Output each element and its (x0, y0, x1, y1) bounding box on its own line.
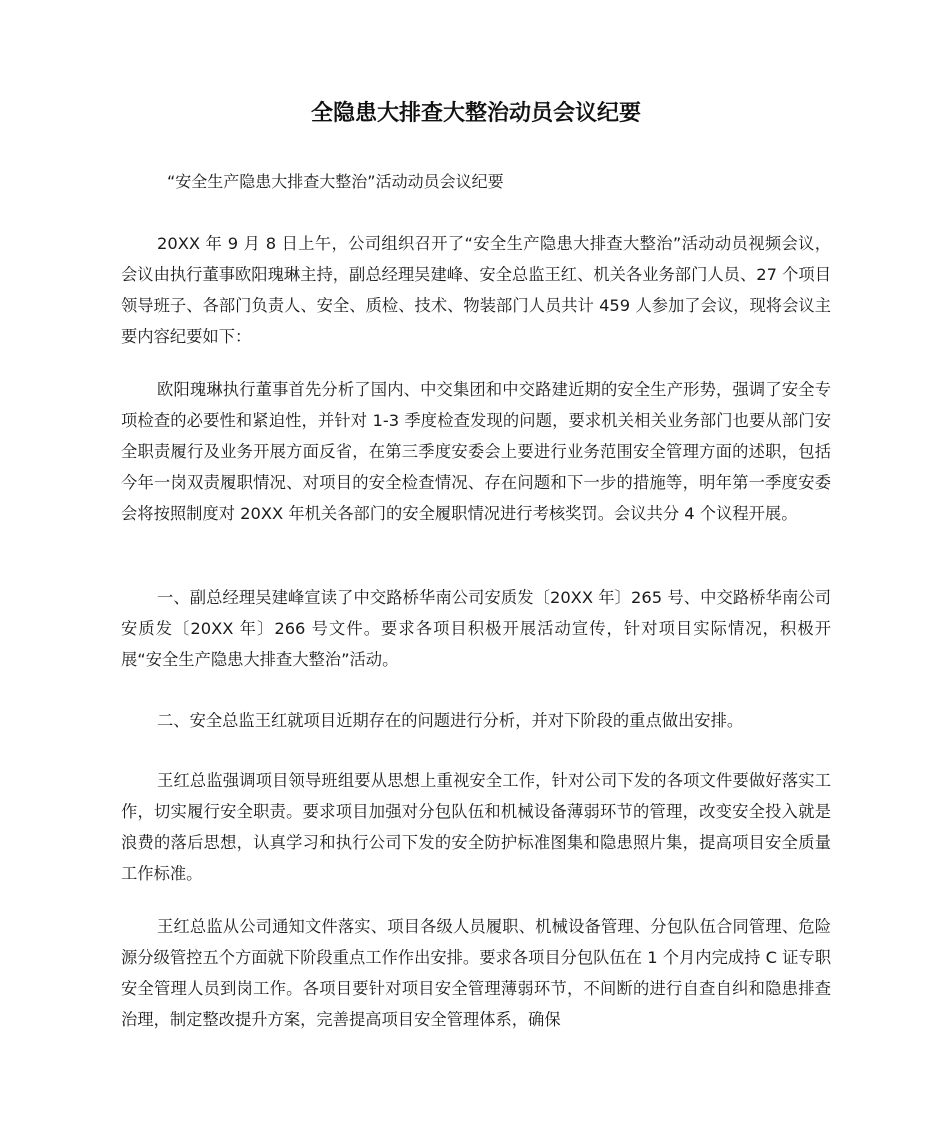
paragraph-meeting-overview: 20XX 年 9 月 8 日上午，公司组织召开了“安全生产隐患大排查大整治”活动动员视频会议，会议由执行董事欧阳瑰琳主持，副总经理吴建峰、安全总监王红、机关各业务部门人员、27 个项目领导班子、各部门负责人、安全、质检、技术、物装部门人员共计 459 人参加了会议，现将会议主要内容纪要如下： (121, 234, 831, 346)
document-title: 全隐患大排查大整治动员会议纪要 (310, 101, 641, 126)
paragraph-director-remarks: 欧阳瑰琳执行董事首先分析了国内、中交集团和中交路建近期的安全生产形势，强调了安全专项检查的必要性和紧迫性，并针对 1-3 季度检查发现的问题，要求机关相关业务部门也要从部门安全职责履行及业务开展方面反省，在第三季度安委会上要进行业务范围安全管理方面的述职，包括今年一岗双责履职情况、对项目的安全检查情况、存在问题和下一步的措施等，明年第一季度安委会将按照制度对 20XX 年机关各部门的安全履职情况进行考核奖罚。会议共分 4 个议程开展。 (121, 380, 831, 523)
paragraph-agenda-item-2: 二、安全总监王红就项目近期存在的问题进行分析，并对下阶段的重点做出安排。 (157, 711, 744, 730)
paragraph-next-stage-plan: 王红总监从公司通知文件落实、项目各级人员履职、机械设备管理、分包队伍合同管理、危险源分级管控五个方面就下阶段重点工作作出安排。要求各项目分包队伍在 1 个月内完成持 C 证专职安全管理人员到岗工作。各项目要针对项目安全管理薄弱环节，不间断的进行自查自纠和隐患排查治理，制定整改提升方案，完善提高项目安全管理体系，确保 (121, 917, 831, 1029)
document-subtitle: “安全生产隐患大排查大整治”活动动员会议纪要 (167, 172, 504, 191)
paragraph-agenda-item-1: 一、副总经理吴建峰宣读了中交路桥华南公司安质发〔20XX 年〕265 号、中交路桥华南公司安质发〔20XX 年〕266 号文件。要求各项目积极开展活动宣传，针对项目实际情况，积极开展“安全生产隐患大排查大整治”活动。 (121, 588, 831, 669)
paragraph-safety-emphasis: 王红总监强调项目领导班组要从思想上重视安全工作，针对公司下发的各项文件要做好落实工作，切实履行安全职责。要求项目加强对分包队伍和机械设备薄弱环节的管理，改变安全投入就是浪费的落后思想，认真学习和执行公司下发的安全防护标准图集和隐患照片集，提高项目安全质量工作标准。 (121, 771, 831, 883)
